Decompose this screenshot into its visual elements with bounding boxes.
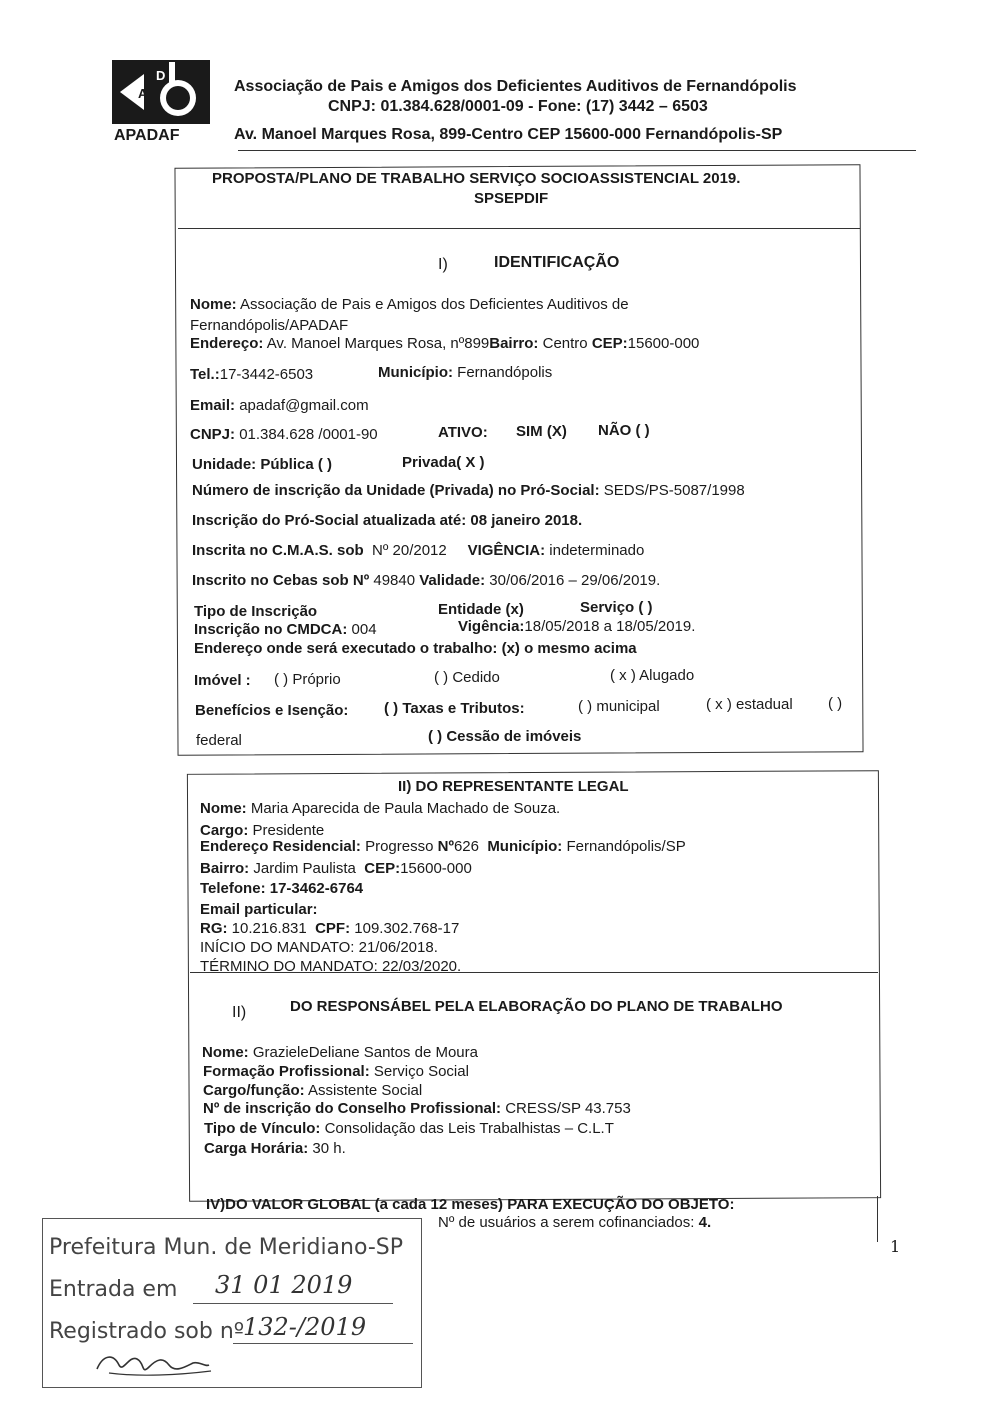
prosocial-row: Inscrição do Pró-Social atualizada até: 08 janeiro 2018. (192, 512, 583, 529)
section-heading: IDENTIFICAÇÃO (494, 254, 620, 271)
cmas-row: Inscrita no C.M.A.S. sob Nº 20/2012 VIGÊNCIA: indeterminado (192, 542, 645, 559)
email-row: Email: apadaf@gmail.com (190, 397, 369, 414)
svg-text:A: A (138, 86, 148, 101)
beneficios-taxas: ( ) Taxas e Tributos: (384, 700, 525, 717)
beneficios-federal: federal (196, 732, 242, 749)
rep-rg-cpf: RG: 10.216.831 CPF: 109.302.768-17 (200, 920, 460, 937)
ativo-label: ATIVO: (438, 424, 488, 441)
tel-row: Tel.:17-3442-6503 (190, 366, 314, 383)
page-number: 1 (890, 1237, 901, 1256)
org-address: Av. Manoel Marques Rosa, 899-Centro CEP 15600-000 Fernandópolis-SP (234, 126, 783, 143)
header-divider (238, 150, 916, 151)
rep-cargo: Cargo: Presidente (200, 822, 325, 839)
rep-endereco: Endereço Residencial: Progresso Nº626 Município: Fernandópolis/SP (200, 838, 686, 855)
stamp-prefeitura: Prefeitura Mun. de Meridiano-SP (49, 1235, 404, 1260)
representante-heading: II) DO REPRESENTANTE LEGAL (398, 778, 629, 795)
endereco-row: Endereço: Av. Manoel Marques Rosa, nº899Bairro: Centro CEP:15600-000 (190, 335, 700, 352)
stamp-signature (89, 1345, 219, 1381)
svg-text:APADAF: APADAF (114, 127, 180, 142)
nome-row-cont: Fernandópolis/APADAF (190, 317, 349, 334)
imovel-label: Imóvel : (194, 672, 251, 689)
rep-email: Email particular: (200, 901, 318, 918)
beneficios-blank: ( ) (828, 695, 843, 712)
municipio-row: Município: Fernandópolis (378, 364, 553, 381)
plan-title: PROPOSTA/PLANO DE TRABALHO SERVIÇO SOCIOASSISTENCIAL 2019. (212, 170, 741, 187)
stamp-entrada-line (193, 1303, 393, 1304)
imovel-alugado: ( x ) Alugado (610, 667, 695, 684)
valor-box-edge (877, 1196, 878, 1242)
resp-carga: Carga Horária: 30 h. (204, 1140, 346, 1157)
rep-bairro: Bairro: Jardim Paulista CEP:15600-000 (200, 860, 472, 877)
resp-formacao: Formação Profissional: Serviço Social (203, 1063, 469, 1080)
org-name: Associação de Pais e Amigos dos Deficientes Auditivos de Fernandópolis (234, 78, 797, 95)
stamp-registrado-value: 132-/2019 (243, 1313, 367, 1341)
apadaf-logo (112, 60, 212, 142)
beneficios-municipal: ( ) municipal (578, 698, 660, 715)
imovel-proprio: ( ) Próprio (274, 671, 341, 688)
title-divider (178, 228, 860, 229)
beneficios-cessao: ( ) Cessão de imóveis (428, 728, 582, 745)
responsavel-number: II) (232, 1004, 247, 1021)
tipo-label: Tipo de Inscrição (194, 603, 318, 620)
rep-telefone: Telefone: 17-3462-6764 (200, 880, 364, 897)
stamp-registrado-line (233, 1343, 413, 1344)
rep-nome: Nome: Maria Aparecida de Paula Machado de Souza. (200, 800, 561, 817)
resp-cargo: Cargo/função: Assistente Social (203, 1082, 423, 1099)
svg-text:D: D (156, 68, 166, 83)
beneficios-label: Benefícios e Isenção: (195, 702, 349, 719)
tipo-entidade: Entidade (x) (438, 601, 524, 618)
section-number: I) (438, 256, 448, 273)
unidade-publica: Unidade: Pública ( ) (192, 456, 333, 473)
ativo-nao: NÃO ( ) (598, 422, 650, 439)
tipo-servico: Serviço ( ) (580, 599, 653, 616)
resp-vinculo: Tipo de Vínculo: Consolidação das Leis Trabalhistas – C.L.T (204, 1120, 614, 1137)
inscricao-row: Número de inscrição da Unidade (Privada) no Pró-Social: SEDS/PS-5087/1998 (192, 482, 745, 499)
exec-row: Endereço onde será executado o trabalho: (x) o mesmo acima (194, 640, 637, 657)
stamp-registrado-label: Registrado sob nº (49, 1319, 245, 1344)
cebas-row: Inscrito no Cebas sob Nº 49840 Validade: 30/06/2016 – 29/06/2019. (192, 572, 661, 589)
imovel-cedido: ( ) Cedido (434, 669, 500, 686)
resp-conselho: Nº de inscrição do Conselho Profissional: CRESS/SP 43.753 (203, 1100, 631, 1117)
rep-termino: TÉRMINO DO MANDATO: 22/03/2020. (200, 958, 462, 975)
plan-subtitle: SPSEPDIF (474, 190, 549, 207)
valor-usuarios: Nº de usuários a serem cofinanciados: 4. (438, 1214, 712, 1231)
responsavel-heading: DO RESPONSÁBEL PELA ELABORAÇÃO DO PLANO DE TRABALHO (290, 998, 783, 1015)
beneficios-estadual: ( x ) estadual (706, 696, 793, 713)
cmdca-row: Inscrição no CMDCA: 004 (194, 621, 377, 638)
valor-heading: IV)DO VALOR GLOBAL (a cada 12 meses) PARA EXECUÇÃO DO OBJETO: (206, 1196, 735, 1213)
resp-nome: Nome: GrazieleDeliane Santos de Moura (202, 1044, 478, 1061)
cmdca-vigencia: Vigência:18/05/2018 a 18/05/2019. (458, 618, 696, 635)
stamp-entrada-value: 31 01 2019 (215, 1271, 353, 1299)
org-cnpj-phone: CNPJ: 01.384.628/0001-09 - Fone: (17) 3442 – 6503 (328, 98, 708, 115)
unidade-privada: Privada( X ) (402, 454, 485, 471)
ativo-sim: SIM (X) (516, 423, 567, 440)
cnpj-row: CNPJ: 01.384.628 /0001-90 (190, 426, 378, 443)
stamp-entrada-label: Entrada em (49, 1277, 178, 1302)
received-stamp (42, 1218, 422, 1388)
rep-inicio: INÍCIO DO MANDATO: 21/06/2018. (200, 939, 438, 956)
nome-row: Nome: Associação de Pais e Amigos dos Deficientes Auditivos de (190, 296, 629, 313)
